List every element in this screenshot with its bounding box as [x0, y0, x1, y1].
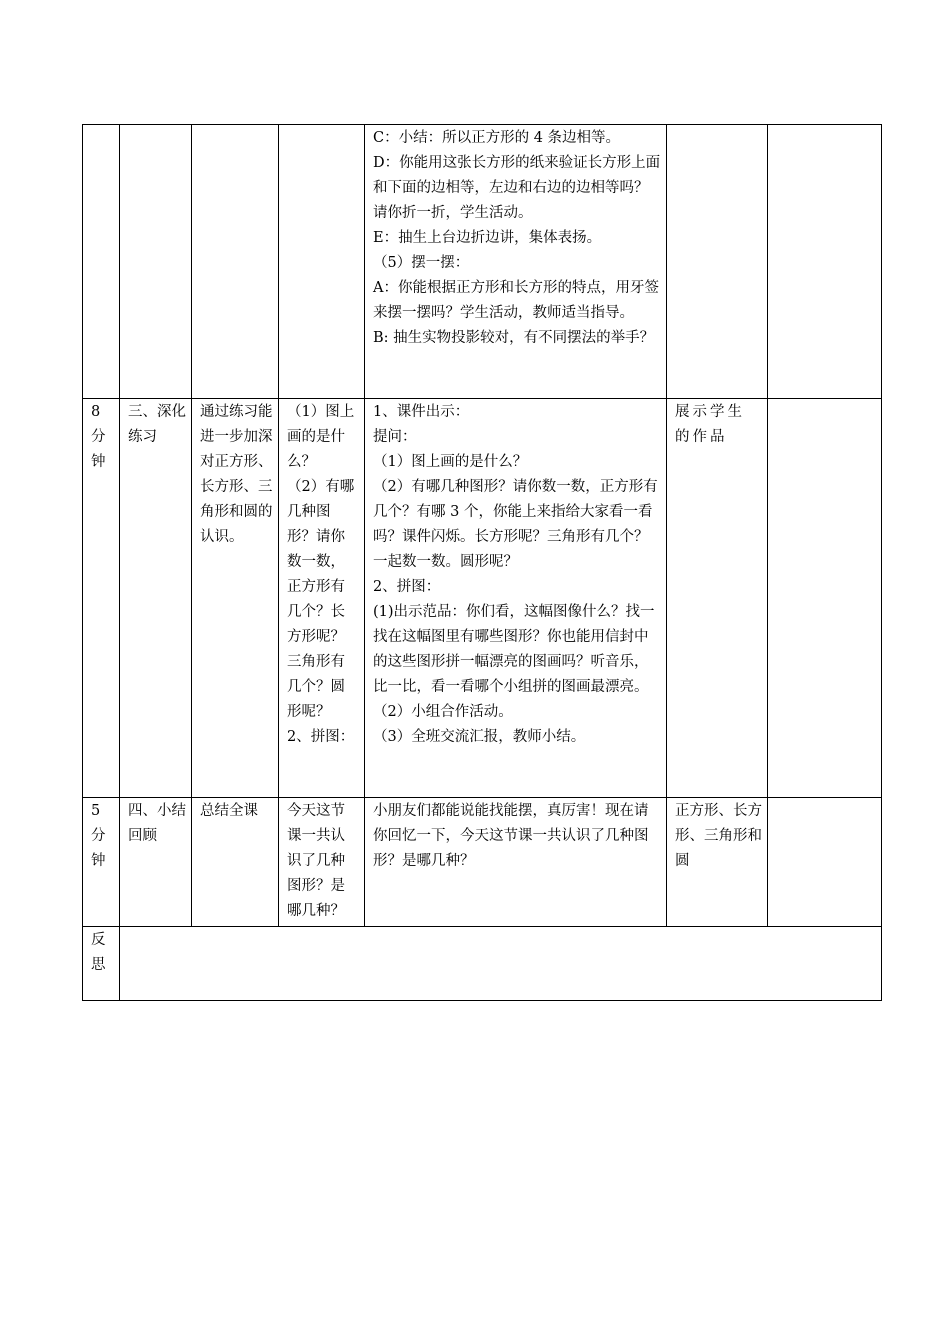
- question-cell: [279, 399, 365, 798]
- process-line: （2）小组合作活动。: [373, 704, 513, 720]
- time-cell: 5分钟: [83, 798, 120, 927]
- process-line: 提问：: [373, 429, 417, 445]
- process-line: D：你能用这张长方形的纸来验证长方形上面和下面的边相等，左边和右边的边相等吗？请你折一折，学生活动。: [373, 155, 661, 221]
- table-row: [83, 798, 882, 927]
- question-cell: 今天这节课一共认识了几种图形？是哪几种？: [279, 798, 365, 927]
- process-line: （5）摆一摆：: [373, 255, 470, 271]
- table-row: [83, 927, 882, 1001]
- extra-cell: [768, 798, 882, 927]
- process-line: 1、课件出示：: [373, 404, 470, 420]
- table-row: [83, 399, 882, 798]
- extra-cell: [768, 399, 882, 798]
- note-cell: 展示学生的作品: [667, 399, 768, 798]
- process-line: A：你能根据正方形和长方形的特点，用牙签来摆一摆吗？学生活动，教师适当指导。: [373, 280, 659, 321]
- table-row: [83, 125, 882, 399]
- goal-cell: 通过练习能进一步加深对正方形、长方形、三角形和圆的认识。: [192, 399, 279, 798]
- stage-cell: [120, 125, 192, 399]
- question-line: （2）有哪几种图形？请你数一数，正方形有几个？长方形呢？三角形有几个？圆形呢？: [287, 479, 355, 720]
- process-line: (1)出示范品：你们看，这幅图像什么？找一找在这幅图里有哪些图形？你也能用信封中的这些图形拼一幅漂亮的图画吗？听音乐，比一比，看一看哪个小组拼的图画最漂亮。: [373, 604, 655, 695]
- reflection-label: 反思: [83, 927, 120, 1001]
- extra-cell: [768, 125, 882, 399]
- goal-cell: 总结全课: [192, 798, 279, 927]
- process-cell: [365, 125, 667, 399]
- reflection-content: [120, 927, 882, 1001]
- process-cell: [365, 399, 667, 798]
- process-line: 2、拼图：: [373, 579, 441, 595]
- process-line: C：小结：所以正方形的 4 条边相等。: [373, 130, 621, 146]
- goal-cell: [192, 125, 279, 399]
- lesson-plan-table: [82, 124, 882, 1001]
- stage-cell: 四、小结回顾: [120, 798, 192, 927]
- process-line: （2）有哪几种图形？请你数一数，正方形有几个？有哪 3 个，你能上来指给大家看一看吗？课件闪烁。长方形呢？三角形有几个？一起数一数。圆形呢？: [373, 479, 658, 570]
- question-cell: [279, 125, 365, 399]
- time-cell: [83, 125, 120, 399]
- stage-cell: 三、深化练习: [120, 399, 192, 798]
- process-line: （3）全班交流汇报，教师小结。: [373, 729, 586, 745]
- note-cell: [667, 125, 768, 399]
- process-line: E：抽生上台边折边讲，集体表扬。: [373, 230, 602, 246]
- process-line: （1）图上画的是什么？: [373, 454, 528, 470]
- process-cell: 小朋友们都能说能找能摆，真厉害！现在请你回忆一下，今天这节课一共认识了几种图形？是哪几种？: [365, 798, 667, 927]
- process-line: B: 抽生实物投影较对，有不同摆法的举手？: [373, 330, 655, 346]
- question-line: 2、拼图：: [287, 729, 355, 745]
- note-cell: 正方形、长方形、三角形和圆: [667, 798, 768, 927]
- question-line: （1）图上画的是什么？: [287, 404, 355, 470]
- time-cell: 8分钟: [83, 399, 120, 798]
